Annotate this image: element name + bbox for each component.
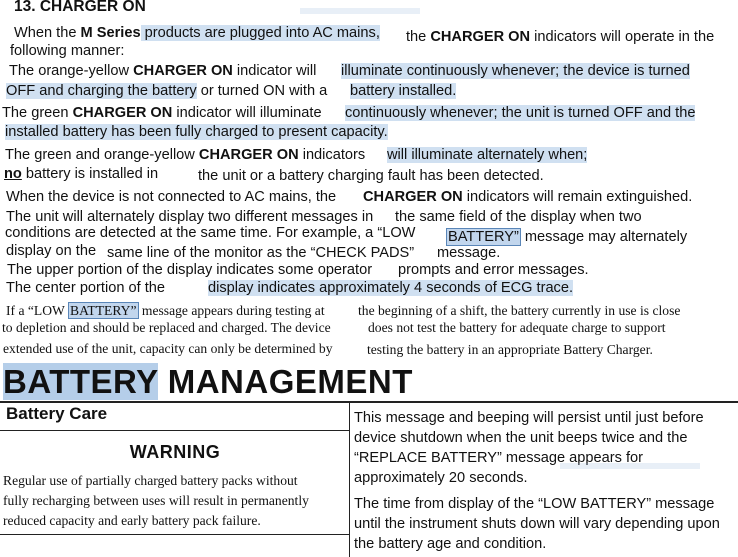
warning-line: reduced capacity and early battery pack failure.: [3, 513, 261, 528]
text-line: The green and orange-yellow CHARGER ON indicators: [5, 147, 366, 163]
text-line: When the M Series products are plugged into AC mains,: [14, 25, 380, 41]
text-line: When the device is not connected to AC mains, the: [6, 189, 337, 205]
text-line: the same field of the display when two: [395, 209, 642, 225]
text-line: conditions are detected at the same time. For example, a “LOW: [5, 225, 416, 241]
text-line: the unit or a battery charging fault has been detected.: [198, 168, 544, 184]
battery-care-heading: Battery Care: [6, 404, 108, 423]
warning-line: fully recharging between uses will result in permanently: [3, 493, 309, 508]
highlight-streak: [560, 463, 700, 469]
warning-line: Regular use of partially charged battery packs without: [3, 473, 298, 488]
text-line: battery installed.: [350, 83, 457, 99]
text-line: illuminate continuously whenever; the device is turned: [341, 63, 690, 79]
text-line: The unit will alternately display two different messages in: [6, 209, 374, 225]
warning-bottom-rule: [0, 534, 349, 535]
section-title: 13. CHARGER ON: [14, 0, 146, 15]
text-line: CHARGER ON indicators will remain extinguished.: [363, 189, 693, 205]
right-text-line: until the instrument shuts down will vary depending upon: [354, 516, 720, 532]
right-text-line: approximately 20 seconds.: [354, 470, 528, 486]
warning-top-rule: [0, 430, 349, 431]
right-text-line: The time from display of the “LOW BATTERY” message: [354, 496, 715, 512]
text-line: The green CHARGER ON indicator will illuminate: [2, 105, 322, 121]
text-line: same line of the monitor as the “CHECK PADS”: [107, 245, 415, 261]
text-line: continuously whenever; the unit is turned OFF and the: [345, 105, 696, 121]
right-text-line: the battery age and condition.: [354, 536, 547, 552]
right-text-line: “REPLACE BATTERY” message appears for: [354, 450, 644, 466]
text-line: The orange-yellow CHARGER ON indicator will: [9, 63, 317, 79]
divider: [0, 401, 738, 403]
text-line: The center portion of the: [6, 280, 166, 296]
text-line: extended use of the unit, capacity can only be determined by: [3, 341, 333, 356]
text-line: following manner:: [10, 43, 125, 59]
text-line: message.: [437, 245, 501, 261]
text-line: the beginning of a shift, the battery currently in use is close: [358, 303, 681, 318]
right-text-line: This message and beeping will persist until just before: [354, 410, 704, 426]
text-line: the CHARGER ON indicators will operate in the: [406, 29, 715, 45]
text-line: installed battery has been fully charged to present capacity.: [5, 124, 388, 140]
text-line: OFF and charging the battery or turned ON with a: [6, 83, 328, 99]
text-line: BATTERY” message may alternately: [448, 229, 688, 245]
text-line: does not test the battery for adequate charge to support: [368, 320, 666, 335]
battery-management-heading: BATTERY MANAGEMENT: [3, 363, 413, 400]
text-line: to depletion and should be replaced and charged. The device: [2, 320, 331, 335]
text-line: If a “LOW BATTERY” message appears during testing at: [6, 303, 325, 318]
right-text-line: device shutdown when the unit beeps twice and the: [354, 430, 688, 446]
highlight-streak: [300, 8, 420, 14]
text-line: prompts and error messages.: [398, 262, 589, 278]
text-line: display on the: [6, 243, 97, 259]
text-line: display indicates approximately 4 seconds of ECG trace.: [208, 280, 574, 296]
text-line: testing the battery in an appropriate Battery Charger.: [367, 342, 653, 357]
column-divider: [349, 403, 350, 557]
text-line: will illuminate alternately when;: [387, 147, 588, 163]
text-line: The upper portion of the display indicates some operator: [7, 262, 373, 278]
text-line: no battery is installed in: [4, 166, 159, 182]
warning-title: WARNING: [129, 442, 221, 462]
